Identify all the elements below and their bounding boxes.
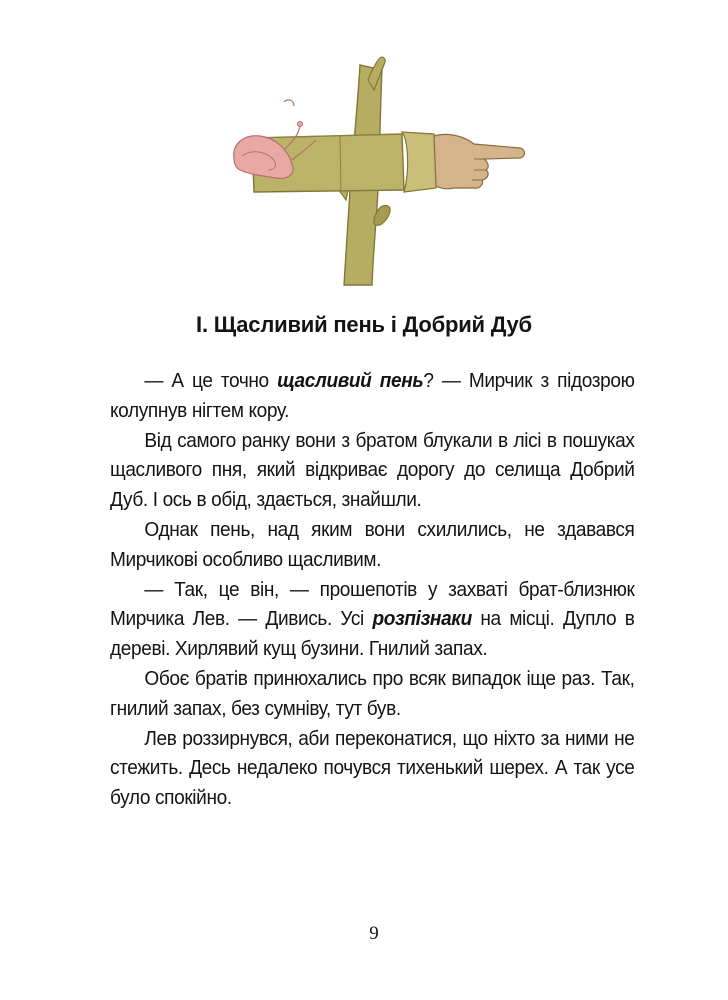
page-number: 9 — [369, 923, 379, 944]
branch-icon — [368, 57, 385, 90]
text-run: — Так, це він, — прошепотів у захваті брат-близнюк Мирчика Лев. — Дивись. Усі — [110, 577, 635, 631]
paragraph — [110, 366, 635, 426]
text-run: ? — Мирчик з підозрою колупнув нігтем кору. — [110, 369, 635, 422]
signpost-illustration — [222, 40, 542, 295]
emphasis-run: щасливий пень — [277, 369, 424, 392]
paragraph — [110, 724, 635, 813]
paragraph — [110, 664, 635, 724]
paragraph — [110, 575, 635, 664]
paragraph — [110, 426, 635, 515]
text-run: Однак пень, над яким вони схилились, не здавався Мирчикові особливо щасливим. — [110, 517, 635, 571]
body-text — [110, 366, 635, 813]
text-run: Обоє братів принюхались про всяк випадок іще раз. Так, гнилий запах, без сумніву, тут був. — [110, 666, 635, 720]
chapter-title: І. Щасливий пень і Добрий Дуб — [196, 312, 532, 337]
text-run: Лев роззирнувся, аби переконатися, що ніхто за ними не стежить. Десь недалеко почувся тихенький шерех. А так усе було спокійно. — [110, 726, 635, 810]
text-run: — А це точно — [144, 369, 278, 392]
paragraph — [110, 515, 635, 575]
signpost-pointing-hand-snail-icon — [222, 40, 542, 295]
pointing-hand-icon — [434, 134, 525, 188]
text-run: на місці. Дупло в дереві. Хирлявий кущ бузини. Гнилий запах. — [110, 607, 635, 661]
emphasis-run: розпізнаки — [372, 607, 472, 631]
text-run: Від самого ранку вони з братом блукали в лісі в пошуках щасливого пня, який відкриває дорогу до селища Добрий Дуб. І ось в обід, здається, знайшли. — [110, 428, 635, 512]
cuff-icon — [402, 132, 439, 192]
